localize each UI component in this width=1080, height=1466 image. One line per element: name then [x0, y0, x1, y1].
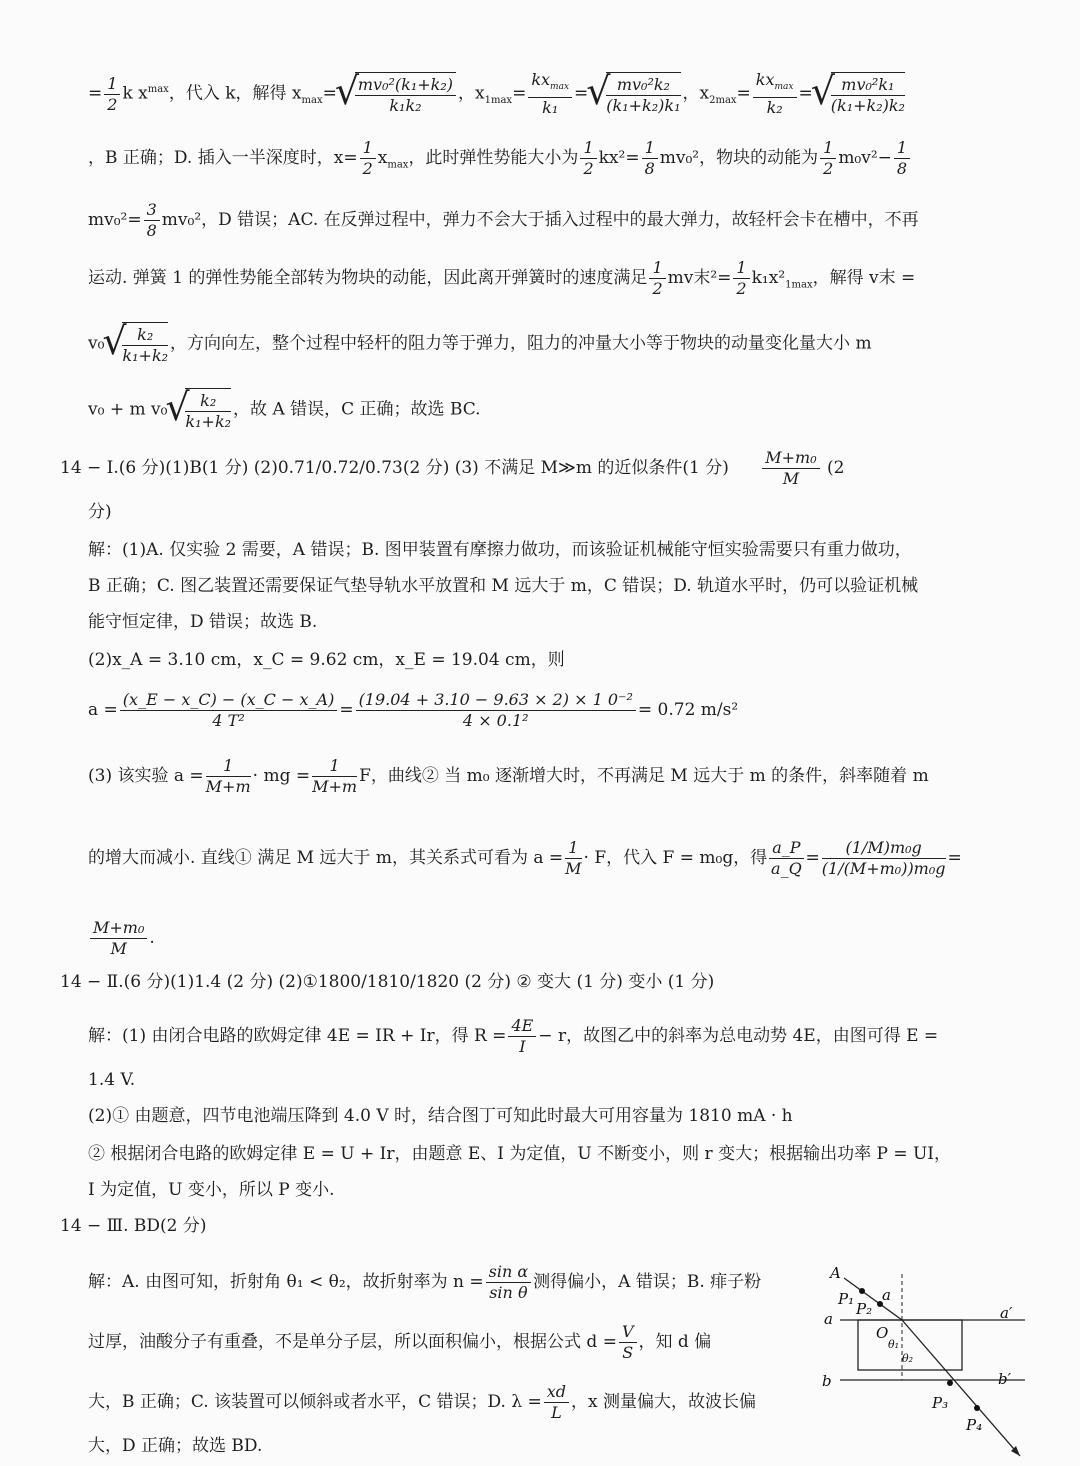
label-p3: P₃ — [932, 1394, 949, 1412]
label-theta1: θ₁ — [888, 1338, 900, 1351]
text-line: (2)① 由题意，四节电池端压降到 4.0 V 时，结合图丁可知此时最大可用容量为 1810 mA · h — [88, 1106, 793, 1126]
formula-acceleration — [88, 690, 738, 731]
text: x — [377, 148, 388, 168]
text-line: ② 根据闭合电路的欧姆定律 E = U + Ir，由题意 E、I 为定值，U 不断变小，则 r 变大；根据输出功率 P = UI， — [88, 1144, 952, 1164]
text: (3) 该实验 a = — [88, 766, 204, 786]
fraction: $\frac{kx_{max}}{\text{k₁}}$ — [528, 70, 572, 118]
fraction: $\frac{\text{(19.04 + 3.10 − 9.63 × 2) × 1 0⁻²}}{\text{4 × 0.1²}}$ — [356, 690, 636, 731]
text: ，知 d 偏 — [638, 1332, 712, 1352]
text: ，x — [458, 83, 485, 104]
fraction: $\frac{3}{8}$ — [144, 200, 160, 241]
text: 的增大而减小. 直线① 满足 M 远大于 m，其关系式可看为 a = — [88, 848, 564, 868]
text: · mg = — [252, 766, 311, 786]
subscript: 1max — [484, 94, 513, 106]
fraction: $\frac{\text{sin α}}{\text{sin θ}}$ — [486, 1262, 532, 1303]
text: mv₀²，物块的动能为 — [659, 148, 819, 168]
subscript: max — [301, 94, 323, 106]
text-line: I 为定值，U 变小，所以 P 变小. — [88, 1180, 335, 1200]
pin-p3 — [947, 1380, 953, 1386]
subscript: 2max — [709, 94, 737, 106]
text-line: 1.4 V. — [88, 1070, 136, 1090]
text: · F，代入 F = m₀g，得 — [583, 848, 768, 868]
fraction: $\frac{1}{M+m}$ — [205, 756, 251, 796]
fraction: $\frac{1}{2}$ — [649, 258, 665, 299]
label-p4: P₄ — [966, 1416, 983, 1434]
text: ，x 测量偏大，故波长偏 — [571, 1392, 757, 1412]
fraction: $\frac{\text{M+m₀}}{M}$ — [762, 448, 819, 489]
sqrt: √ $\frac{\text{mv₀²k₁}}{\text{(k₁+k₂)k₂}}$ — [813, 72, 907, 116]
label-theta2: θ₂ — [902, 1352, 914, 1365]
fraction: $\frac{1}{8}$ — [642, 138, 658, 179]
text: = — [574, 83, 589, 104]
fraction: $\frac{4E}{I}$ — [508, 1016, 536, 1057]
text-line: B 正确；C. 图乙装置还需要保证气垫导轨水平放置和 M 远大于 m，C 错误；D. 轨道水平时，仍可以验证机械 — [88, 576, 919, 596]
fraction: $\frac{xd}{L}$ — [544, 1382, 569, 1423]
fraction: $\frac{a\_P}{a\_Q}$ — [771, 838, 802, 878]
text-line — [88, 1016, 938, 1057]
text: 过厚，油酸分子有重叠，不是单分子层，所以面积偏小，根据公式 d = — [88, 1332, 617, 1352]
label-o: O — [876, 1324, 889, 1342]
sqrt: √ $\frac{\text{k₂}}{\text{k₁+k₂}}$ — [104, 322, 170, 366]
text: 测得偏小，A 错误；B. 痱子粉 — [533, 1272, 762, 1292]
label-a-line: a — [824, 1310, 833, 1328]
text: mv末²= — [667, 268, 732, 288]
text: = — [805, 848, 820, 868]
label-p1: P₁ — [838, 1290, 855, 1308]
subscript: max — [147, 83, 169, 95]
text: kx²= — [598, 148, 640, 168]
text-line-3 — [88, 200, 919, 241]
answer-14-1-heading — [60, 448, 844, 489]
label-a-prime: a′ — [1000, 1304, 1013, 1322]
text: ，解得 v末 = — [812, 268, 916, 288]
fraction: $\frac{1}{2}$ — [733, 258, 749, 299]
text: ，代入 k，解得 x — [168, 83, 302, 104]
formula-line-1 — [88, 70, 907, 118]
label-b: b — [822, 1372, 832, 1390]
text-line: 大，D 正确；故选 BD. — [88, 1436, 263, 1456]
fraction: $\frac{1}{8}$ — [894, 138, 910, 179]
fraction: $\frac{1}{2}$ — [580, 138, 596, 179]
text: (2 — [827, 458, 845, 478]
fraction: $\frac{(x\_E - x\_C) - (x\_C - x\_A)}{\text{4 T²}}$ — [120, 690, 338, 731]
text: = — [512, 83, 527, 104]
pin-p4 — [974, 1405, 980, 1411]
refracted-ray — [902, 1320, 1020, 1456]
sqrt: √ $\frac{\text{mv₀²k₂}}{\text{(k₁+k₂)k₁}}$ — [588, 72, 682, 116]
text: ，此时弹性势能大小为 — [408, 148, 579, 168]
subscript: max — [387, 159, 409, 171]
label-alpha: a — [882, 1286, 891, 1304]
text: = 0.72 m/s² — [637, 700, 739, 720]
text-line — [88, 756, 929, 797]
text-line-4 — [88, 258, 915, 299]
text-line — [88, 838, 962, 879]
sqrt: √ $\frac{\text{mv₀²(k₁+k₂)}}{\text{k₁k₂}}$ — [337, 72, 458, 116]
text: k₁x² — [751, 268, 786, 288]
text: mv₀²= — [88, 210, 142, 230]
text-line: 解：(1)A. 仅实验 2 需要，A 错误；B. 图甲装置有摩擦力做功，而该验证机械能守恒实验需要只有重力做功， — [88, 540, 912, 560]
text: 14 − Ⅰ.(6 分)(1)B(1 分) (2)0.71/0.72/0.73(2 分) (3) 不满足 M≫m 的近似条件(1 分) — [60, 458, 729, 478]
text-line-6 — [88, 388, 481, 432]
text-line — [88, 1262, 761, 1303]
answer-14-3-heading: 14 − Ⅲ. BD(2 分) — [60, 1216, 207, 1236]
text: = — [322, 83, 337, 104]
text-line: (2)x_A = 3.10 cm，x_C = 9.62 cm，x_E = 19.04 cm，则 — [88, 650, 565, 670]
text: . — [149, 928, 155, 948]
text: mv₀²，D 错误；AC. 在反弹过程中，弹力不会大于插入过程中的最大弹力，故轻杆会卡在槽中，不再 — [161, 210, 919, 230]
label-b-prime: b′ — [998, 1370, 1012, 1388]
fraction: $\frac{1}{M+m}$ — [312, 756, 358, 796]
text: 解：A. 由图可知，折射角 θ₁ < θ₂，故折射率为 n = — [88, 1272, 484, 1292]
label-p2: P₂ — [856, 1300, 873, 1318]
text-line: 分) — [88, 502, 112, 522]
text-line — [88, 918, 155, 959]
fraction: $\frac{\text{M+m₀}}{M}$ — [90, 918, 147, 959]
pin-p1 — [859, 1288, 865, 1294]
text: k x — [122, 83, 148, 104]
text: ，B 正确；D. 插入一半深度时，x= — [88, 148, 358, 168]
text-line-5 — [88, 322, 872, 366]
text: = — [798, 83, 813, 104]
text: v₀ + m v₀ — [88, 399, 168, 420]
text: 运动. 弹簧 1 的弹性势能全部转为物块的动能，因此离开弹簧时的速度满足 — [88, 268, 648, 288]
fraction: $\frac{\text{(1/M)m₀g}}{\text{(1/(M+m₀))m₀g}}$ — [821, 838, 946, 878]
text: ，方向向左，整个过程中轻杆的阻力等于弹力，阻力的冲量大小等于物块的动量变化量大小 m — [170, 333, 872, 354]
text: = — [339, 700, 354, 720]
text: = — [947, 848, 962, 868]
text-line-2 — [88, 138, 912, 179]
text: F，曲线② 当 m₀ 逐渐增大时，不再满足 M 远大于 m 的条件，斜率随着 m — [359, 766, 929, 786]
text-line — [88, 1322, 711, 1363]
text-line — [88, 1382, 756, 1423]
subscript: 1max — [785, 279, 813, 291]
text: ，x — [682, 83, 710, 104]
text: 大，B 正确；C. 该装置可以倾斜或者水平，C 错误；D. λ = — [88, 1392, 542, 1412]
refraction-diagram — [820, 1256, 1035, 1461]
text: m₀v²− — [838, 148, 892, 168]
fraction: $\frac{1}{2}$ — [104, 74, 120, 115]
fraction: $\frac{1}{M}$ — [565, 838, 582, 878]
text: a = — [88, 700, 118, 720]
text: v₀ — [88, 333, 105, 354]
text: 解：(1) 由闭合电路的欧姆定律 4E = IR + Ir，得 R = — [88, 1026, 507, 1046]
answer-14-2-heading: 14 − Ⅱ.(6 分)(1)1.4 (2 分) (2)①1800/1810/1820 (2 分) ② 变大 (1 分) 变小 (1 分) — [60, 972, 715, 992]
fraction: $\frac{1}{2}$ — [820, 138, 836, 179]
fraction: $\frac{kx_{max}}{\text{k₂}}$ — [753, 70, 797, 118]
text: − r，故图乙中的斜率为总电动势 4E，由图可得 E = — [538, 1026, 939, 1046]
text: = — [88, 83, 103, 104]
label-a-point: A — [830, 1264, 841, 1282]
text-line: 能守恒定律，D 错误；故选 B. — [88, 612, 318, 632]
sqrt: √ $\frac{\text{k₂}}{\text{k₁+k₂}}$ — [167, 388, 233, 432]
text: ，故 A 错误，C 正确；故选 BC. — [233, 399, 481, 420]
fraction: $\frac{V}{S}$ — [619, 1322, 637, 1363]
fraction: $\frac{1}{2}$ — [360, 138, 376, 179]
text: = — [736, 83, 751, 104]
